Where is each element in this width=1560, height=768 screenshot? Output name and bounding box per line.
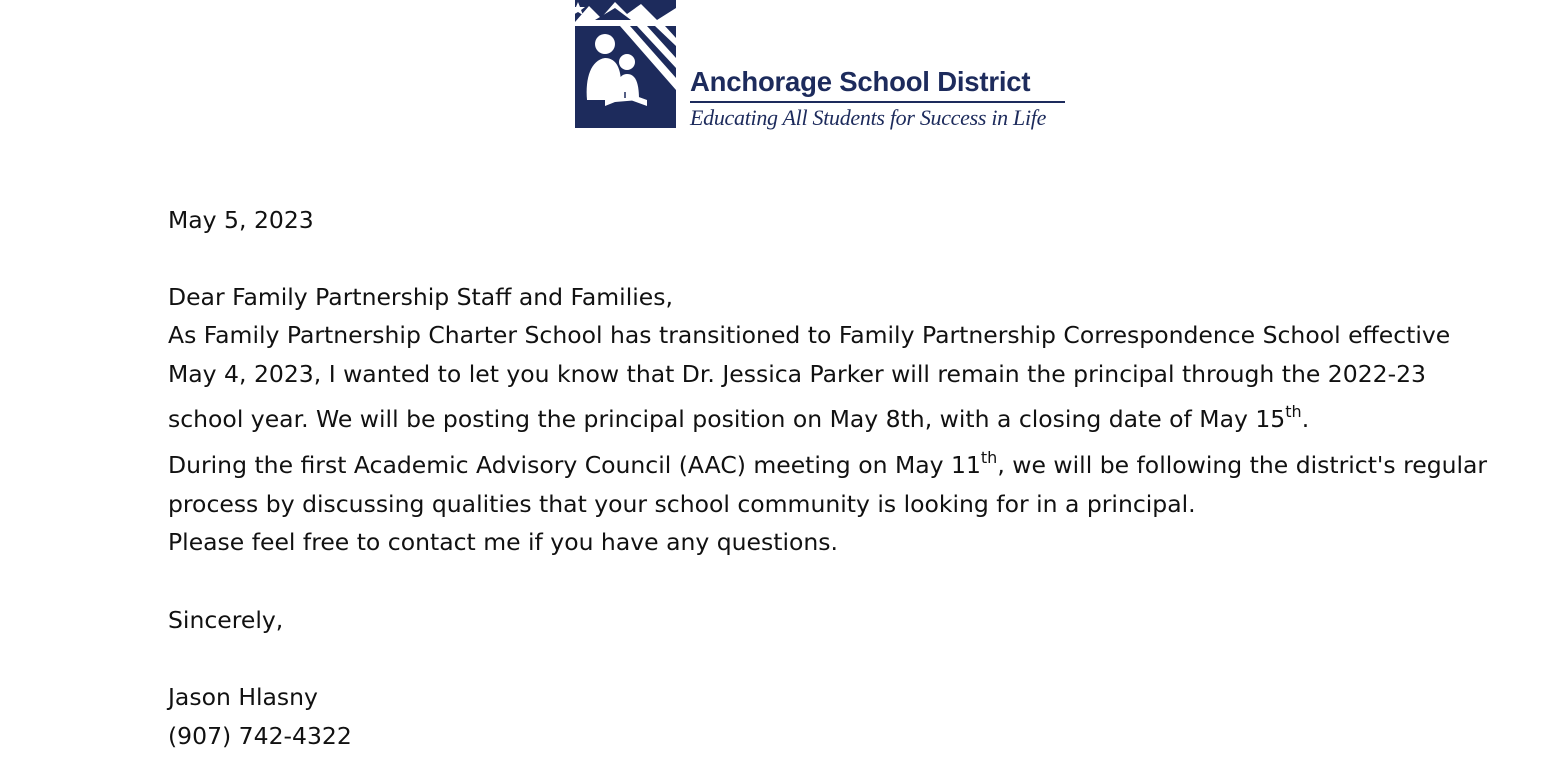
- paragraph-2-line-1: [168, 446, 1487, 485]
- ordinal-suffix: th: [980, 448, 998, 467]
- letterhead-divider: [690, 101, 1065, 103]
- paragraph-1-line-3-text: school year. We will be posting the principal position on May 8th, with a closing date of May 15: [168, 405, 1286, 433]
- district-tagline: Educating All Students for Success in Life: [690, 105, 1047, 130]
- ordinal-suffix: th: [1285, 402, 1302, 421]
- paragraph-1-line-3-end: .: [1301, 405, 1310, 433]
- paragraph-3: Please feel free to contact me if you have any questions.: [168, 528, 838, 556]
- paragraph-1-line-3: [168, 400, 1309, 439]
- letter-closing: Sincerely,: [168, 606, 284, 634]
- paragraph-1-line-2: May 4, 2023, I wanted to let you know that Dr. Jessica Parker will remain the principal through the 2022-23: [168, 360, 1426, 388]
- signer-name: Jason Hlasny: [168, 683, 318, 711]
- district-name: Anchorage School District: [690, 66, 1031, 97]
- paragraph-2-line-1-end: , we will be following the district's regular: [997, 451, 1488, 479]
- paragraph-2-line-1-text: During the first Academic Advisory Council (AAC) meeting on May 11: [168, 451, 981, 479]
- letter-greeting: Dear Family Partnership Staff and Families,: [168, 283, 673, 311]
- letter-date: May 5, 2023: [168, 206, 314, 234]
- district-logo-icon: [575, 0, 676, 128]
- signer-phone: (907) 742-4322: [168, 722, 352, 750]
- paragraph-1-line-1: As Family Partnership Charter School has transitioned to Family Partnership Correspondence School effective: [168, 321, 1451, 349]
- paragraph-2-line-2: process by discussing qualities that your school community is looking for in a principal.: [168, 490, 1196, 518]
- letterhead: [575, 0, 1095, 140]
